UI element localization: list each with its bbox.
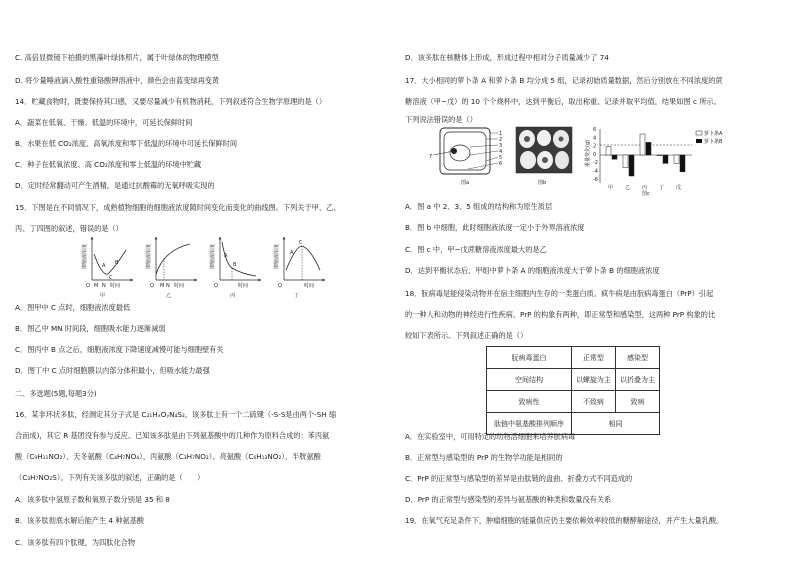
option-14a: A．蔬菜在低氧、干燥、低温的环境中，可延长保鲜时间 [15,118,193,127]
option-15a: A．图甲中 C 点时，细胞液浓度最低 [15,303,131,312]
graph-bing-ylabel: 细胞液浓度 [210,243,216,269]
chart-category-label: 丁 [659,185,665,191]
option-17b: B．图 b 中细胞，此时细胞液浓度一定小于外界溶液浓度 [405,223,585,232]
chart-ytick-label: -4 [593,168,598,175]
option-15d: D．图丁中 C 点时细胞膜以内部分体积最小，但吸水能力最强 [15,366,210,375]
section-multi-choice: 二、多选题(5题,每题3分) [15,389,97,398]
question-15-line2: 丙、丁四图的叙述，错误的是（） [15,224,123,233]
graph-bing-origin: O [214,283,218,289]
figure-c-bar-chart [582,125,732,197]
graph-ding [273,238,324,298]
graph-ding-ylabel: 细胞液浓度 [274,243,280,269]
chart-ylabel: 重量变化(g) [585,139,591,167]
chart-bar-戊-萝卜条A [674,155,679,163]
graph-bing [209,238,260,298]
question-18-line2: 的一种人和动物的神经进行性疾病，PrP 的构象有两种，即正常型和感染型，这两种 PrP 构象的比 [405,310,716,319]
option-13c: C. 高倍显微镜下拍摄的黑藻叶绿体照片，属于叶绿体的物理模型 [15,53,219,62]
chart-ytick-label: 2 [593,143,597,150]
graph-jia-xlabel: 时间 [110,283,121,289]
option-18b: B．正常型与感染型的 PrP 的生物学功能是相同的 [405,453,563,462]
graph-yi-xlabel: 时间 [174,283,185,289]
chart-bar-丙-萝卜条B [646,142,651,155]
fig-a-num-4: 4 [499,149,503,155]
graph-ding-pointC: C [299,240,303,246]
option-14d: D．定时经常翻动可产生酒精，是通过抗酸霉的无氧呼吸实现的 [15,181,215,190]
question-18-line3: 较如下表所示。下列叙述正确的是（） [405,331,528,340]
graph-yi [145,238,196,298]
legend-swatch-b [696,139,702,143]
question-17-line3: 下列说法错误的是（） [405,115,477,124]
graph-jia-origin: O [86,283,90,289]
chart-bar-丁-萝卜条A [657,155,662,156]
graph-jia-label: 甲 [100,293,106,298]
table-row [487,347,660,369]
question-17-line1: 17．大小相同的萝卜条 A 和萝卜条 B 均分成 5 组，记录初始质量数据，然后分别放在不同浓度的蔗 [405,76,723,85]
table-cell: 致病性 [487,391,572,413]
graph-yi-ylabel: 细胞液浓度 [146,243,152,269]
question-15-line1: 15．下图是在不同情况下，成熟植物细胞的细胞液浓度随时间变化而变化的曲线图。下列关于甲、乙、 [15,203,341,212]
option-15b: B．图乙中 MN 时间段，细胞吸水能力逐渐减弱 [15,324,166,333]
fig-b-caption: 图b [538,180,547,186]
question-14: 14．贮藏食物时，既要保持其口感，又要尽量减少有机物消耗，下列叙述符合生物学原理的是（） [15,97,327,106]
question-16-line1: 16．某非环状多肽，经测定其分子式是 C₂₁HₓOᵧN₄S₂，该多肽上有一个二硫键（-S-S是由两个-SH 缩 [15,410,337,419]
option-16a: A．该多肽中氢原子数和氧原子数分别是 35 和 8 [15,495,170,504]
graph-bing-xlabel: 时间 [238,283,249,289]
graph-jia-M: M [94,283,99,289]
chart-bar-甲-萝卜条A [606,147,611,155]
question-17-line2: 糖溶液（甲~戊）的 10 个个烧杯中，达到平衡后，取出称重、记录并取平均值，结果如图 c 所示。 [405,97,721,106]
table-cell: 致病 [615,391,659,413]
table-cell: 空间结构 [487,369,572,391]
fig-a-caption: 图a [461,180,470,186]
graph-ding-pointA: A [290,250,294,256]
graph-ding-label: 丁 [294,293,300,298]
graph-yi-origin: O [150,283,154,289]
table-cell: 以螺旋为主 [571,369,615,391]
chart-category-label: 戊 [676,185,682,191]
chart-yticks [593,127,598,183]
chart-ytick-label: 6 [593,127,597,133]
graph-jia-ylabel: 细胞液浓度 [82,243,88,269]
graph-yi-N: N [166,283,170,289]
graph-ding-xlabel: 时间 [304,283,315,289]
graph-bing-pointA: A [224,253,228,259]
graph-jia [81,238,132,298]
option-18d: D．PrP 的正常型与感染型的差异与氨基酸的种类和数量没有关系 [405,495,612,504]
chart-ytick-label: 4 [593,135,597,142]
chart-bar-丙-萝卜条A [640,134,645,155]
option-17a: A．图 a 中 2、3、5 组成的结构称为原生质层 [405,202,553,211]
table-cell: 不致病 [571,391,615,413]
graph-bing-label: 丙 [230,293,236,298]
figure-b-micrograph [514,125,576,187]
chart-ytick-label: 0 [593,151,597,158]
fig-a-num-1: 1 [499,131,503,137]
option-16c: C．该多肽有四个肽键，为四肽化合物 [15,538,136,547]
fig-c-caption: 图c [642,191,650,197]
legend-label-a: 萝卜条A [704,131,723,137]
table-cell: 相同 [571,413,659,435]
fig-a-num-5: 5 [499,155,503,161]
graph-jia-pointC: C [109,275,113,281]
option-17c: C．图 c 中，甲~戊蔗糖溶液浓度最大的是乙 [405,245,547,254]
option-18c: C．PrP 的正常型与感染型的差异是由肽链的盘曲、折叠方式不同造成的 [405,474,633,483]
q15-graphs [80,234,330,298]
question-16-line3: 酸（C₉H₁₁NO₂）、天冬氨酸（C₄H₇NO₄）、丙氨酸（C₃H₇NO₂）、亮氨酸（C₆H₁₃NO₂）、半胱氨酸 [15,452,321,461]
option-13d: D. 将少量唾液滴入酸性重铬酸钾溶液中，颜色会由蓝变绿再变黄 [15,76,220,85]
legend-label-b: 萝卜条B [704,139,723,145]
chart-xlabels [608,184,681,191]
chart-bar-戊-萝卜条B [680,155,685,172]
chart-ytick-label: -6 [593,176,598,183]
graph-jia-pointB: B [115,260,119,266]
table-cell: 肽链中氨基酸排列顺序 [487,413,572,435]
table-row [487,391,660,413]
chart-bar-乙-萝卜条A [623,155,628,168]
graph-jia-N: N [102,283,106,289]
question-19: 19．在氧气充足条件下，肿瘤细胞的能量供应仍主要依赖效率较低的糖酵解途径，并产生大量乳酸。 [405,516,724,525]
graph-ding-origin: O [278,283,282,289]
option-15c: C．图丙中 B 点之后，细胞液浓度下降速度减慢可能与细胞壁有关 [15,345,224,354]
table-header-cell: 正常型 [571,347,615,369]
chart-bar-甲-萝卜条B [612,155,617,159]
chart-bar-丁-萝卜条B [663,155,668,163]
option-17d: D．达到平衡状态后，甲组中萝卜条 A 的细胞液浓度大于萝卜条 B 的细胞液浓度 [405,266,660,275]
fig-a-num-3: 3 [499,143,503,149]
option-18a: A．在实验室中，可用特定的动物活细胞来培养朊病毒 [405,432,576,441]
table-cell: 以折叠为主 [615,369,659,391]
question-16-line4: （C₃H₇NO₂S）。下列有关该多肽的叙述，正确的是（ ） [15,473,205,482]
prion-comparison-table [486,346,660,435]
table-header-cell: 朊病毒蛋白 [487,347,572,369]
table-header-cell: 感染型 [615,347,659,369]
chart-ytick-label: -2 [593,160,598,167]
graph-yi-label: 乙 [166,293,172,298]
legend-swatch-a [696,131,702,135]
graph-yi-M: M [160,283,165,289]
graph-bing-pointB: B [233,262,237,268]
question-16-line2: 合而成)，其它 R 基团没有参与反应。已知该多肽是由下列氨基酸中的几种作为原料合成的：苯丙氨 [15,431,330,440]
fig-a-num-7: 7 [429,154,433,160]
chart-category-label: 甲 [608,185,614,191]
option-14c: C．种子在低氧浓度、高 CO₂浓度和零上低温的环境中贮藏 [15,160,202,169]
option-16b: B．该多肽彻底水解后能产生 4 种氨基酸 [15,516,145,525]
table-row [487,369,660,391]
option-14b: B．水果在低 CO₂浓度、高氧浓度和零下低温的环境中可延长保鲜时间 [15,139,238,148]
figure-a-cell [428,125,508,187]
chart-bar-乙-萝卜条B [629,155,634,176]
fig-a-num-2: 2 [499,137,503,143]
option-16d: D．该多肽在核糖体上形成，形成过程中相对分子质量减少了 74 [405,53,609,62]
chart-category-label: 丙 [642,185,648,191]
graph-jia-pointA: A [102,263,106,269]
chart-category-label: 乙 [625,185,631,191]
question-18-line1: 18．朊病毒是能侵染动物并在宿主细胞内生存的一类蛋白质。疯牛病是由朊病毒蛋白（PrP）引起 [405,289,714,298]
fig-a-num-6: 6 [499,161,503,167]
